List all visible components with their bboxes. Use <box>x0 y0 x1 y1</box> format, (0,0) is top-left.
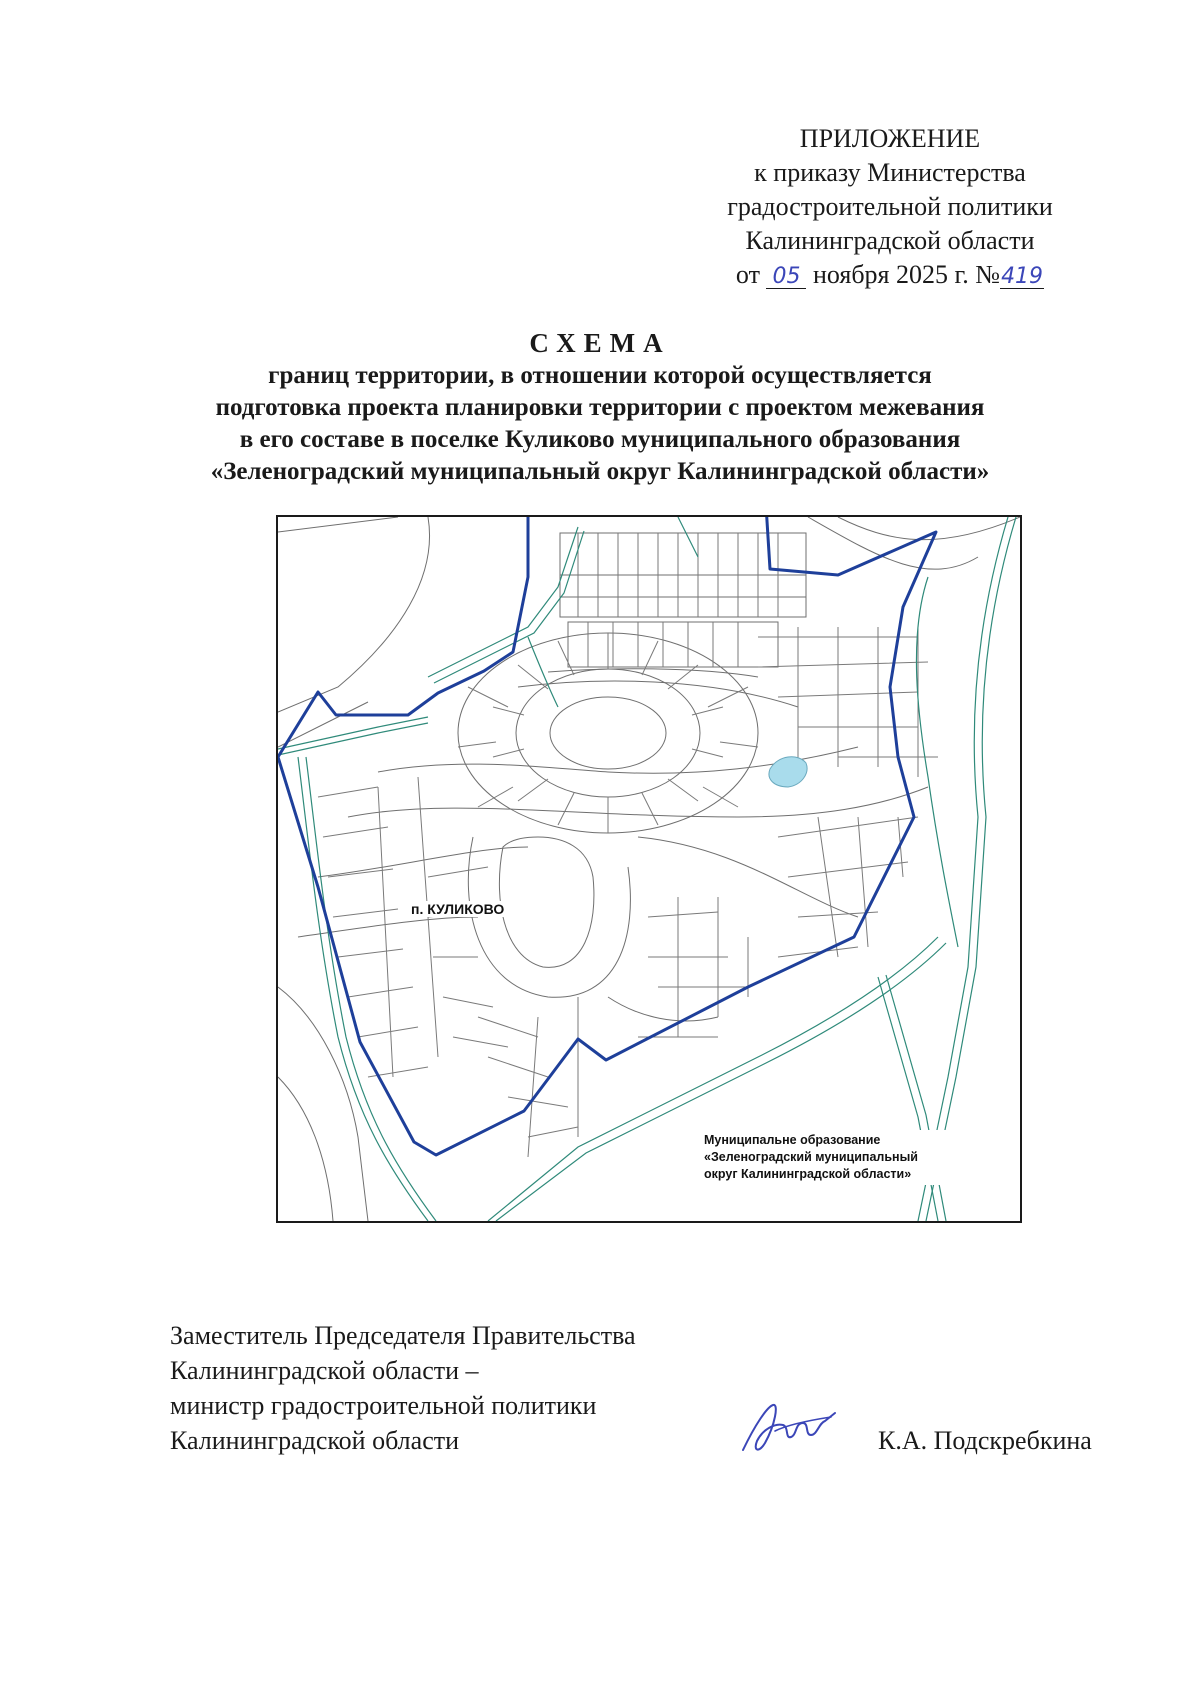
date-prefix: от <box>735 260 760 289</box>
parcel-grid <box>318 533 938 1157</box>
appendix-date-line <box>700 258 1080 292</box>
map-drawing <box>278 517 1020 1221</box>
signatory-position <box>170 1318 636 1458</box>
document-heading <box>160 326 1040 488</box>
appendix-title: ПРИЛОЖЕНИЕ <box>799 124 981 153</box>
date-middle: ноября 2025 г. № <box>812 260 1001 289</box>
signer-name: К.А. Подскребкина <box>878 1426 1092 1455</box>
municipality-label <box>700 1130 968 1185</box>
appendix-line-ministry: градостроительной политики <box>727 192 1053 221</box>
heading-line-1: границ территории, в отношении которой осуществляется <box>268 362 932 389</box>
handwritten-signature <box>735 1395 845 1465</box>
territory-boundary <box>278 517 936 1155</box>
appendix-header <box>700 122 1080 292</box>
signatory-line-2: Калининградской области – <box>170 1356 479 1385</box>
municipality-label-line-1: Муниципальне образование <box>704 1133 881 1147</box>
signatory-line-1: Заместитель Председателя Правительства <box>170 1321 636 1350</box>
heading-line-3: в его составе в поселке Куликово муниципального образования <box>239 426 961 453</box>
appendix-line-region: Калининградской области <box>745 226 1035 255</box>
municipality-label-line-2: «Зеленоградский муниципальный <box>704 1150 918 1164</box>
heading-line-2: подготовка проекта планировки территории с проектом межевания <box>215 394 985 421</box>
settlement-label: п. КУЛИКОВО <box>408 901 507 917</box>
order-number: 419 <box>1001 264 1044 289</box>
signatory-line-4: Калининградской области <box>170 1426 460 1455</box>
territory-map <box>276 515 1022 1223</box>
roads <box>278 517 1016 1221</box>
municipality-label-line-3: округ Калининградской области» <box>704 1167 912 1181</box>
signatory-line-3: министр градостроительной политики <box>170 1391 597 1420</box>
heading-line-4: «Зеленоградский муниципальный округ Калининградской области» <box>210 458 990 485</box>
heading-title: СХЕМА <box>529 328 671 358</box>
date-day: 05 <box>766 266 806 289</box>
appendix-line-order: к приказу Министерства <box>754 158 1026 187</box>
pond <box>769 757 807 787</box>
